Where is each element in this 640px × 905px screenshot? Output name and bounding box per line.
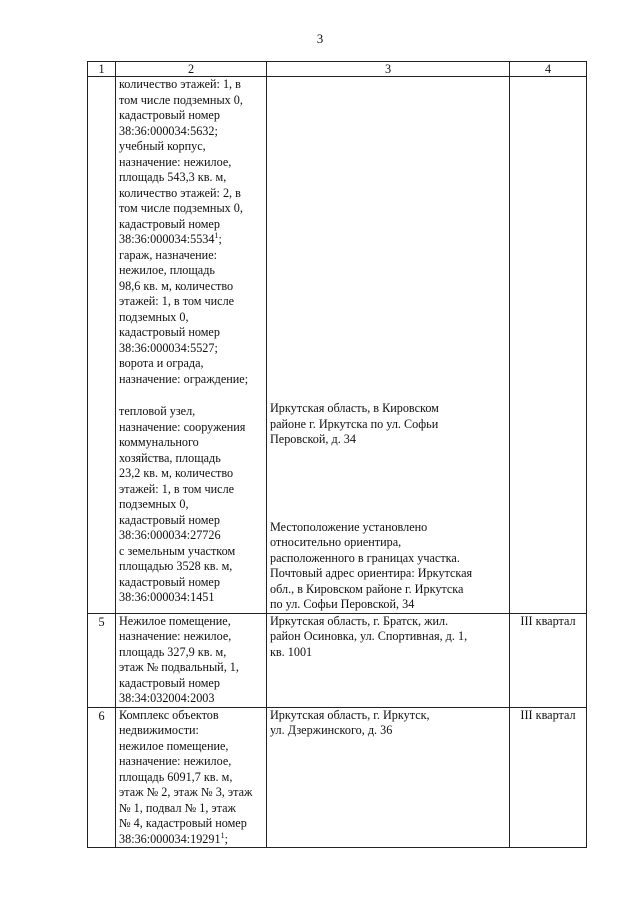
table-header-row	[88, 62, 587, 77]
address-line: Почтовый адрес ориентира: Иркутская	[270, 566, 473, 580]
header-col-2: 2	[116, 62, 267, 77]
address-line: по ул. Софьи Перовской, 34	[270, 597, 415, 611]
cell-num-continuation	[88, 77, 116, 614]
header-col-4: 4	[510, 62, 587, 77]
description-line: 38:36:000034:1451	[119, 590, 215, 604]
address-line: расположенного в границах участка.	[270, 550, 460, 565]
description-line: гараж, назначение:	[119, 247, 217, 262]
cell-address	[267, 613, 510, 707]
description-line: подземных 0,	[119, 497, 189, 511]
address-line: район Осиновка, ул. Спортивная, д. 1,	[270, 629, 468, 643]
description-line: этажей: 1, в том числе	[119, 294, 235, 308]
table-row	[88, 613, 587, 707]
description-line: том числе подземных 0,	[119, 92, 243, 107]
address-line: Иркутская область, г. Иркутск,	[270, 707, 430, 722]
description-line: № 1, подвал № 1, этаж	[119, 800, 236, 815]
cell-address	[267, 707, 510, 848]
description-line: площадь 327,9 кв. м,	[119, 644, 227, 659]
address-line: ул. Дзержинского, д. 36	[270, 723, 393, 737]
cell-num: 6	[88, 707, 116, 848]
cell-quarter: III квартал	[510, 613, 587, 707]
table-row	[88, 707, 587, 848]
desc-lines-c	[119, 404, 263, 606]
description-line: назначение: нежилое,	[119, 629, 232, 643]
description-line: коммунального	[119, 435, 199, 449]
address-line: обл., в Кировском районе г. Иркутска	[270, 581, 464, 596]
cell-num: 5	[88, 613, 116, 707]
description-line: количество этажей: 2, в	[119, 185, 241, 200]
cell-address-continuation	[267, 77, 510, 614]
description-line: 38:34:032004:2003	[119, 691, 215, 705]
description-line: ворота и ограда,	[119, 356, 204, 370]
footnote-mark: 1	[214, 230, 219, 240]
cadastral-with-footnote: 38:36:000034:19291$^1$;	[119, 830, 228, 846]
cell-description	[116, 613, 267, 707]
desc-lines	[119, 708, 263, 832]
description-line: этажей: 1, в том числе	[119, 481, 235, 496]
cadastral-with-footnote: 38:36:000034:5534$^1$;	[119, 230, 222, 246]
cell-quarter: III квартал	[510, 707, 587, 848]
property-table	[87, 61, 587, 848]
address-line: Местоположение установлено	[270, 519, 428, 534]
description-line: нежилое, площадь	[119, 263, 215, 277]
cell-quarter-continuation	[510, 77, 587, 614]
description-line: том числе подземных 0,	[119, 201, 243, 215]
description-line: 38:36:000034:5632;	[119, 123, 218, 138]
address-line: районе г. Иркутска по ул. Софьи	[270, 416, 439, 431]
address-line: кв. 1001	[270, 644, 313, 659]
address-line: относительно ориентира,	[270, 535, 402, 549]
description-line: недвижимости:	[119, 723, 199, 737]
cell-description	[116, 707, 267, 848]
description-line: тепловой узел,	[119, 404, 196, 418]
description-line: назначение: ограждение;	[119, 371, 249, 386]
description-line: этаж № 2, этаж № 3, этаж	[119, 785, 253, 799]
table-row-continuation	[88, 77, 587, 614]
description-line: площадь 543,3 кв. м,	[119, 170, 227, 184]
address-line: Перовской, д. 34	[270, 432, 356, 446]
description-line: количество этажей: 1, в	[119, 77, 241, 91]
description-line: 98,6 кв. м, количество	[119, 278, 234, 293]
description-line: площадью 3528 кв. м,	[119, 559, 233, 573]
description-line: площадь 6091,7 кв. м,	[119, 769, 233, 784]
desc-lines	[119, 614, 263, 707]
header-col-1: 1	[88, 62, 116, 77]
description-line: Нежилое помещение,	[119, 613, 231, 628]
description-line: № 4, кадастровый номер	[119, 816, 247, 830]
description-line: назначение: нежилое,	[119, 754, 232, 768]
description-line: учебный корпус,	[119, 139, 206, 153]
address-line: Иркутская область, г. Братск, жил.	[270, 613, 449, 628]
address-line: Иркутская область, в Кировском	[270, 401, 439, 415]
address-lines-b	[270, 520, 506, 613]
cell-description-continuation	[116, 77, 267, 614]
description-line: этаж № подвальный, 1,	[119, 660, 239, 674]
desc-lines-b	[119, 248, 263, 388]
description-line: с земельным участком	[119, 543, 236, 558]
header-col-3: 3	[267, 62, 510, 77]
description-line: хозяйства, площадь	[119, 450, 221, 465]
description-line: кадастровый номер	[119, 574, 220, 589]
description-line: назначение: нежилое,	[119, 154, 232, 169]
description-line: Комплекс объектов	[119, 707, 219, 722]
address-lines	[270, 708, 506, 739]
description-line: назначение: сооружения	[119, 419, 246, 434]
description-line: кадастровый номер	[119, 108, 220, 122]
description-line: кадастровый номер	[119, 512, 220, 527]
description-line: нежилое помещение,	[119, 738, 229, 753]
description-line: кадастровый номер	[119, 675, 220, 690]
address-lines	[270, 614, 506, 661]
footnote-mark: 1	[220, 830, 225, 840]
address-lines-a	[270, 401, 506, 448]
description-line: 23,2 кв. м, количество	[119, 466, 234, 480]
description-line: кадастровый номер	[119, 216, 220, 231]
description-line: 38:36:000034:5527;	[119, 340, 218, 355]
description-line: 38:36:000034:27726	[119, 528, 221, 542]
description-line: кадастровый номер	[119, 325, 220, 339]
page-number: 3	[316, 31, 324, 46]
desc-lines-a	[119, 77, 263, 232]
description-line: подземных 0,	[119, 309, 189, 324]
